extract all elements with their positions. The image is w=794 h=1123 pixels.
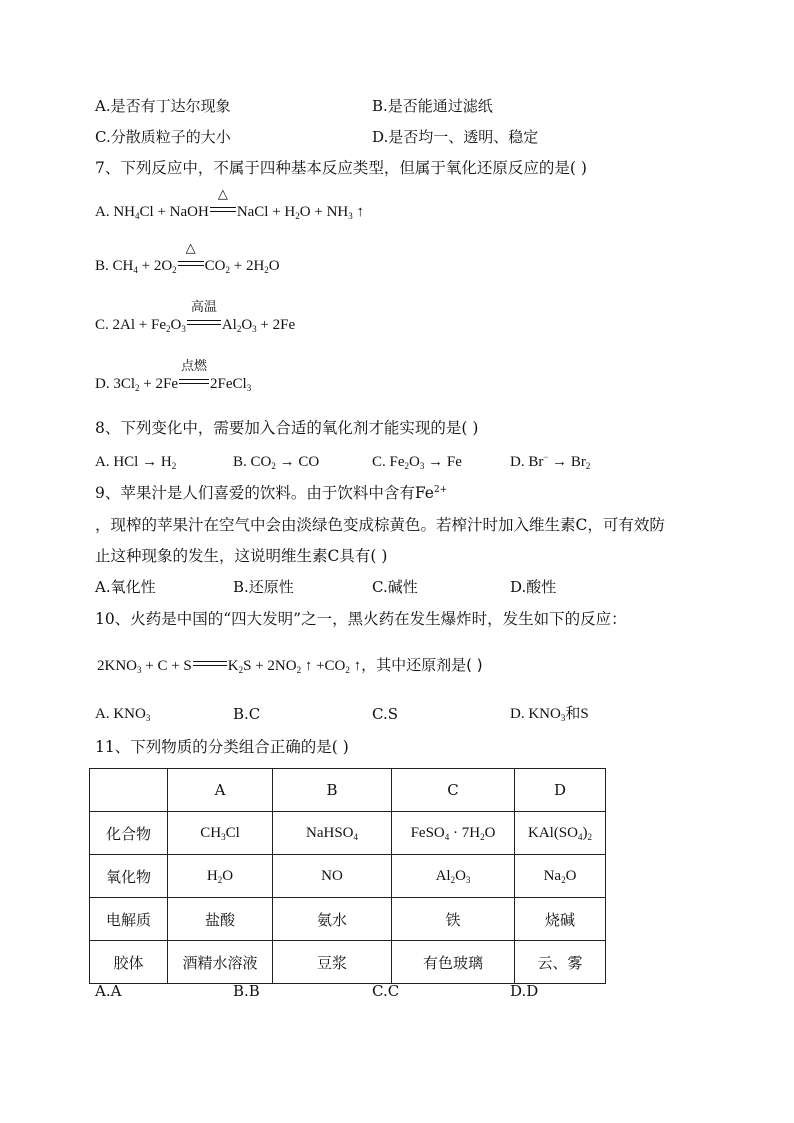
q9-option-d[interactable]: D.酸性 <box>510 578 557 596</box>
q7-option-d[interactable]: D. $3Cl_2 + 2Fe$ 点燃 2FeCl$_3$ <box>95 358 252 393</box>
fe-charge: 2+ <box>433 485 448 495</box>
q7-d-condition: 点燃 <box>180 358 207 373</box>
q8-stem: 8、下列变化中，需要加入合适的氧化剂才能实现的是( ) <box>95 419 479 437</box>
q9-option-a[interactable]: A.氧化性 <box>95 578 156 596</box>
table-cell: 氨水 <box>273 898 392 941</box>
heat-triangle-icon: △ <box>185 240 196 255</box>
row-label: 化合物 <box>90 812 168 855</box>
q10-option-a[interactable]: A. $KNO_3$ <box>95 706 151 723</box>
table-cell: 铁 <box>392 898 515 941</box>
table-cell: 豆浆 <box>273 941 392 984</box>
q7-option-b[interactable]: B. $CH_4 + 2O_2$ △ $CO_2 + 2H_2O$ <box>95 240 280 275</box>
q9-option-b[interactable]: B.还原性 <box>233 578 294 596</box>
q7-c-condition: 高温 <box>190 299 217 314</box>
table-cell: $H_2O$ <box>168 855 273 898</box>
q7-stem: 7、下列反应中，不属于四种基本反应类型，但属于氧化还原反应的是( ) <box>95 159 587 177</box>
q11-stem: 11、下列物质的分类组合正确的是( ) <box>95 738 349 756</box>
table-row <box>90 855 606 898</box>
table-row <box>90 812 606 855</box>
q6-option-d[interactable]: D.是否均一、透明、稳定 <box>372 128 539 146</box>
table-cell: NO <box>273 855 392 898</box>
table-cell: 酒精水溶液 <box>168 941 273 984</box>
q7-option-a[interactable]: A. $NH_4Cl$ + NaOH △ NaCl + $H_2O + NH_3$ ↑ <box>95 186 364 221</box>
q11-option-d[interactable]: D.D <box>510 982 539 1000</box>
q9-stem-line3: 止这种现象的发生，这说明维生素C具有( ) <box>95 547 388 565</box>
table-header-cell: D <box>515 769 606 812</box>
q11-option-c[interactable]: C.C <box>372 982 400 1000</box>
table-row <box>90 941 606 984</box>
row-label: 氧化物 <box>90 855 168 898</box>
q9-stem-line1: 9、苹果汁是人们喜爱的饮料。由于饮料中含有$Fe^{2+}$ <box>95 484 448 502</box>
q8-option-a[interactable]: A. HCl → $H_2$ <box>95 454 177 471</box>
table-cell: $KAl(SO_4)_2$ <box>515 812 606 855</box>
table-cell: 盐酸 <box>168 898 273 941</box>
row-label: 电解质 <box>90 898 168 941</box>
heat-triangle-icon: △ <box>217 186 228 201</box>
q9-option-c[interactable]: C.碱性 <box>372 578 418 596</box>
table-cell: $Na_2O$ <box>515 855 606 898</box>
q11-option-b[interactable]: B.B <box>233 982 260 1000</box>
q10-option-c[interactable]: C.S <box>372 705 398 723</box>
table-cell: NaHSO$_4$ <box>273 812 392 855</box>
q10-equation: $2KNO_3 + C + S$ $K_2S + 2NO_2$ ↑ $+CO_2$ ↑，其中还原剂是( ) <box>97 656 483 675</box>
q6-option-c[interactable]: C.分散质粒子的大小 <box>95 128 231 146</box>
table-cell: 云、雾 <box>515 941 606 984</box>
table-cell: 烧碱 <box>515 898 606 941</box>
classification-table <box>89 768 606 984</box>
q6-option-a[interactable]: A.是否有丁达尔现象 <box>95 97 231 115</box>
q11-option-a[interactable]: A.A <box>95 982 122 1000</box>
q8-option-b[interactable]: B. $CO_2$ → CO <box>233 454 320 471</box>
q8-option-d[interactable]: D. $Br^- \to Br_2$ <box>510 452 591 471</box>
table-header-row <box>90 769 606 812</box>
table-cell: FeSO$_4$ · $7H_2O$ <box>392 812 515 855</box>
table-header-cell <box>90 769 168 812</box>
q6-option-b[interactable]: B.是否能通过滤纸 <box>372 97 493 115</box>
q8-option-c[interactable]: C. $Fe_2O_3 \to Fe$ <box>372 454 462 471</box>
table-header-cell: B <box>273 769 392 812</box>
table-header-cell: A <box>168 769 273 812</box>
table-cell: 有色玻璃 <box>392 941 515 984</box>
row-label: 胶体 <box>90 941 168 984</box>
table-cell: $CH_3Cl$ <box>168 812 273 855</box>
q10-stem: 10、火药是中国的“四大发明”之一，黑火药在发生爆炸时，发生如下的反应： <box>95 610 627 628</box>
table-header-cell: C <box>392 769 515 812</box>
table-row <box>90 898 606 941</box>
q7-option-c[interactable]: C. $2Al + Fe_2O_3$ 高温 $Al_2O_3 + 2Fe$ <box>95 299 296 334</box>
table-cell: $Al_2O_3$ <box>392 855 515 898</box>
q9-stem-line2: ，现榨的苹果汁在空气中会由淡绿色变成棕黄色。若榨汁时加入维生素C，可有效防 <box>95 516 665 534</box>
q10-option-d[interactable]: D. $KNO_3$和S <box>510 706 589 723</box>
q10-option-b[interactable]: B.C <box>233 705 261 723</box>
